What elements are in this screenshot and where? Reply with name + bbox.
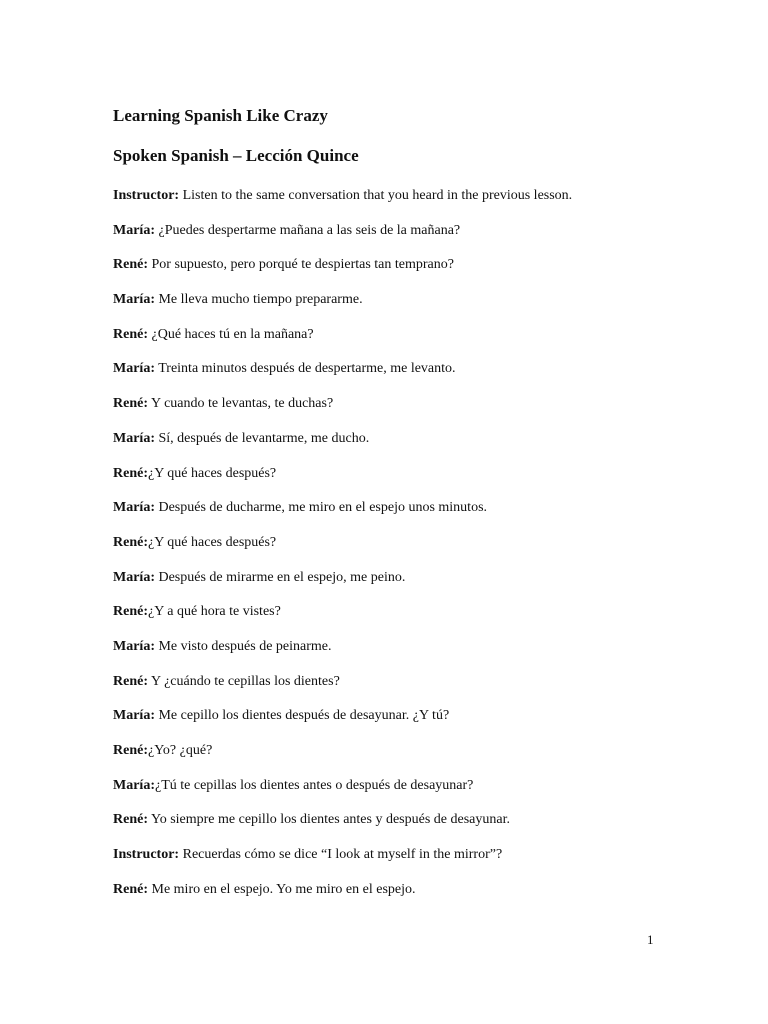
line-text: Después de ducharme, me miro en el espejo unos minutos. (158, 500, 488, 516)
page-number: 1 (647, 932, 654, 947)
line-text: Yo siempre me cepillo los dientes antes y después de desayunar. (150, 812, 510, 828)
line-text: ¿Y qué haces después? (148, 465, 277, 481)
dialogue-line (113, 741, 713, 776)
line-text: ¿Qué haces tú en la mañana? (151, 326, 314, 342)
speaker-label: René: (113, 396, 148, 412)
speaker-label: Instructor: (113, 188, 180, 203)
dialogue-line (113, 221, 713, 256)
line-text: Me miro en el espejo. Yo me miro en el espejo. (151, 881, 416, 897)
line-text: Me visto después de peinarme. (158, 638, 332, 654)
line-text: Recuerdas cómo se dice “I look at myself in the mirror”? (182, 847, 503, 863)
speaker-label: María: (113, 569, 155, 585)
dialogue-line (113, 186, 713, 221)
speaker-label: René: (113, 257, 148, 273)
speaker-label: René: (113, 465, 148, 481)
dialogue-line (113, 290, 713, 325)
speaker-label: María: (113, 777, 155, 793)
dialogue-line (113, 637, 713, 672)
dialogue-line (113, 359, 713, 394)
dialogue-line (113, 672, 713, 707)
line-text: ¿Puedes despertarme mañana a las seis de la mañana? (158, 222, 461, 238)
dialogue-line (113, 568, 713, 603)
dialogue-line (113, 498, 713, 533)
dialogue-line (113, 325, 713, 360)
dialogue-line (113, 533, 713, 568)
dialogue-line (113, 706, 713, 741)
line-text: ¿Yo? ¿qué? (148, 743, 213, 758)
line-text: Listen to the same conversation that you heard in the previous lesson. (182, 188, 573, 203)
line-text: Me cepillo los dientes después de desayunar. ¿Y tú? (158, 708, 450, 724)
speaker-label: Instructor: (113, 847, 180, 863)
dialogue-line (113, 255, 713, 290)
dialogue-line (113, 776, 713, 811)
line-text: Sí, después de levantarme, me ducho. (158, 430, 370, 446)
line-text: Y ¿cuándo te cepillas los dientes? (150, 673, 340, 689)
dialogue-line (113, 464, 713, 499)
speaker-label: María: (113, 222, 155, 238)
line-text: ¿Y qué haces después? (148, 534, 277, 550)
dialogue-line (113, 880, 713, 915)
dialogue-lines (113, 186, 713, 914)
speaker-label: René: (113, 604, 148, 620)
speaker-label: María: (113, 361, 155, 377)
document-subtitle: Spoken Spanish – Lección Quince (113, 146, 359, 165)
speaker-label: María: (113, 430, 155, 446)
line-text: Me lleva mucho tiempo prepararme. (158, 292, 363, 308)
line-text: Después de mirarme en el espejo, me peino. (158, 569, 406, 585)
speaker-label: René: (113, 881, 148, 897)
speaker-label: María: (113, 292, 155, 308)
speaker-label: René: (113, 743, 148, 758)
line-text: Treinta minutos después de despertarme, me levanto. (158, 361, 456, 377)
dialogue-line (113, 429, 713, 464)
line-text: Por supuesto, pero porqué te despiertas tan temprano? (151, 257, 454, 273)
speaker-label: René: (113, 812, 148, 828)
dialogue-line (113, 845, 713, 880)
line-text: ¿Y a qué hora te vistes? (148, 604, 281, 620)
speaker-label: René: (113, 534, 148, 550)
line-text: ¿Tú te cepillas los dientes antes o después de desayunar? (154, 777, 474, 793)
speaker-label: René: (113, 326, 148, 342)
speaker-label: María: (113, 708, 155, 724)
speaker-label: René: (113, 673, 148, 689)
line-text: Y cuando te levantas, te duchas? (150, 396, 334, 412)
speaker-label: María: (113, 638, 155, 654)
dialogue-line (113, 394, 713, 429)
dialogue-line (113, 810, 713, 845)
speaker-label: María: (113, 500, 155, 516)
document-title: Learning Spanish Like Crazy (113, 106, 328, 125)
dialogue-line (113, 602, 713, 637)
